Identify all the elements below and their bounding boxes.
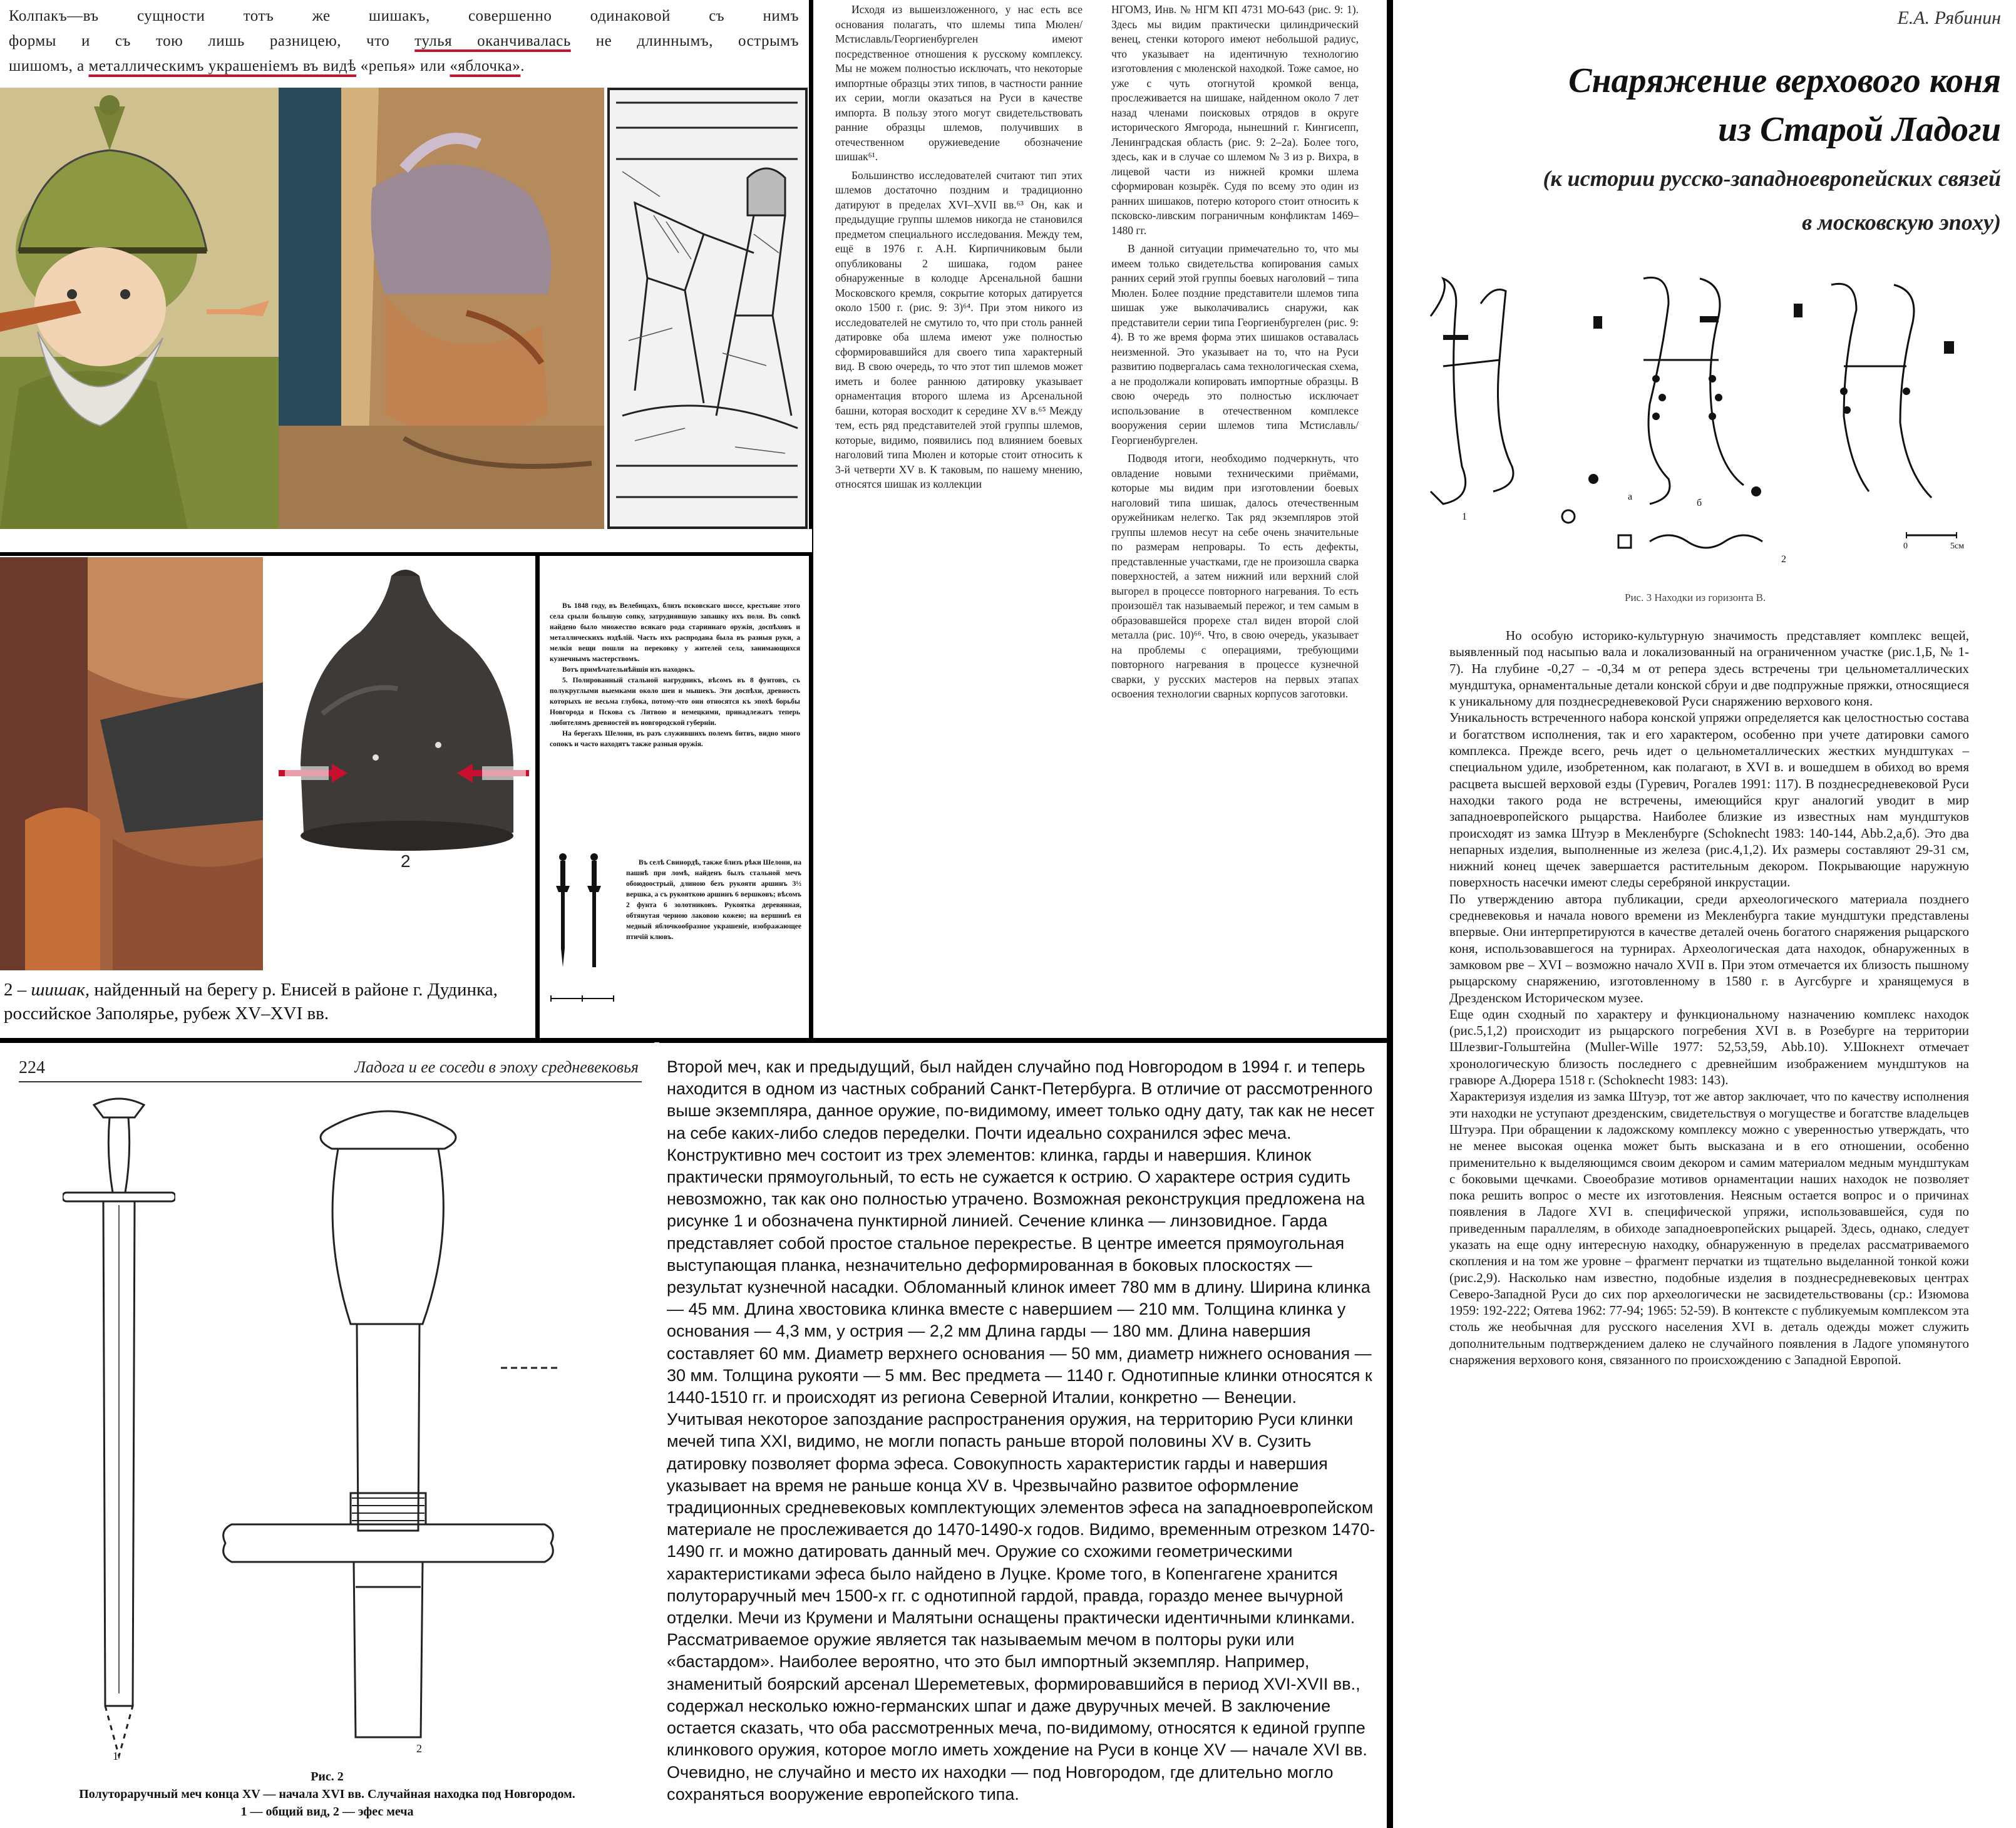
article-title-line-1: Снаряжение верхового коня — [1568, 61, 2001, 100]
velebitsy-para-4: На берегахъ Шелони, въ разъ служившихъ полемъ битвъ, видно много сопокъ и часто находятъ также разныя оружія. — [550, 730, 800, 748]
panel-sword-drawing — [0, 1042, 654, 1828]
divider-h-top-left-line — [0, 552, 812, 556]
article-subtitle-line-1: (к истории русско-западноевропейских связей — [1543, 166, 2001, 191]
bit-label-a-1: а — [1628, 491, 1633, 502]
kolpak-line-2b: не длиннымъ, острымъ — [570, 33, 799, 49]
panel-dudinka-shishak — [0, 557, 535, 1039]
velebitsy-para-2: Вотъ примѣчательнѣйшія изъ находокъ. — [562, 666, 695, 674]
panel-article-col-1 — [814, 0, 1099, 1036]
article-col-2-text — [1111, 3, 1359, 702]
sword-figure-caption-1: Полуторaручный меч конца XV — начала XVI вв. Случайная находка под Новгородом. — [79, 1787, 575, 1801]
sword-label-1: 1 — [113, 1750, 118, 1762]
scale-label-zero: 0 — [1903, 542, 1908, 551]
engraving-warriors-image — [607, 88, 808, 529]
svinord-para: Въ селѣ Свинордѣ, также близъ рѣки Шелони, на пашнѣ при ломѣ, найденъ былъ стальной мечъ обоюдоострый, длиною безъ рукояти аршинъ 3½ вершка, а съ рукояткою аршинъ 6 вершковъ; вѣсомъ 2 фунта 6 золотниковъ. Рукоятка деревянная, обтянутая черною лаковою кожею; на вершинѣ ея медный яблочкообразное украшеніе, изображающее птичій клювъ. — [626, 859, 801, 941]
shishak-helmet-photo — [266, 557, 535, 970]
bit-label-2: 2 — [1781, 554, 1786, 565]
running-head-rule — [19, 1081, 642, 1082]
bit-label-b-1: б — [1697, 498, 1702, 508]
second-sword-text: Второй меч, как и предыдущий, был найден случайно под Новгородом в 1994 г. и теперь находится в одном из частных собраний Санкт-Петербурга. В отличие от рассмотренного выше экземпляра, данное оружие, по-видимому, имеет только одну дату, так как не несет на себе каких-либо следов переделки. Почти идеально сохранился эфес меча. Конструктивно меч состоит из трех элементов: клинка, гарды и навершия. Клинок практически прямоугольный, то есть не сужается к острию. О характере острия судить невозможно, так как оно полностью утрачено. Возможная реконструкция предложена на рисунке 1 и обозначена пунктирной линией. Сечение клинка — линзовидное. Гарда представляет собой простое стальное перекрестье. В центре имеется прямоугольная выступающая планка, незначительно деформированная в боковых плоскостях — результат кузнечной насадки. Обломанный клинок имеет 780 мм в длину. Ширина клинка — 45 мм. Длина хвостовика клинка вместе с навершием — 210 мм. Толщина клинка у основания — 4,3 мм, у острия — 2,2 мм Длина гарды — 180 мм. Длина навершия составляет 60 мм. Диаметр верхнего основания — 50 мм, диаметр нижнего основания — 30 мм. Толщина рукояти — 5 мм. Вес предмета — 1140 г. Однотипные клинки относятся к 1440-1510 гг. и происходят из региона Северной Италии, конкретно — Венеции. Учитывая некоторое запоздание распространения оружия, на территорию Руси клинки мечей типа XXI, видимо, не могли попасть раньше второй половины XV в. Сузить датировку позволяет форма эфеса. Совокупность характеристик гарды и навершия указывает на время не раньше конца XV в. Чрезвычайно развитое оформление традиционных средневековых комплектующих элементов эфеса на западноевропейском материале не прослеживается до 1470-1490-х годов. Видимо, временным отрезком 1470-1490 гг. и можно датировать данный меч. Оружие со схожими геометрическими характеристиками эфеса было найдено в Луцке. Кроме того, в Копенгагене хранится полуторaручный меч 1500-х гг. с однотипной гардой, правда, гораздо менее вычурной отделки. Мечи из Крумени и Малятыни оснащены практически идентичными клинками. Рассматриваемое оружие является так называемым мечом в полторы руки или «бастардом». Наиболее вероятно, что это был импортный экземпляр. Например, знаменитый боярский арсенал Шереметевых, формировавшийся в период XVI-XVII вв., содержал несколько южно-германских шпаг и даже двуручных мечей. В заключение остается сказать, что оба рассмотренных меча, по-видимому, относятся к единой группе клинкового оружия, которое могло иметь хождение на Руси в конце XV — начале XVI вв. Очевидно, не случайно и место их находки — под Новгородом, где длительно могло сохраняться вооружение европейского типа. — [667, 1057, 1376, 1804]
divider-v-col — [809, 0, 813, 1039]
kolpak-line-3-underlined: металлическимъ украшеніемъ въ видѣ — [88, 58, 357, 74]
velebitsy-text-block — [550, 601, 800, 750]
shishak-figure-number: 2 — [401, 851, 411, 871]
caption-term: шишак, — [31, 980, 90, 1000]
divider-v-right — [1387, 0, 1393, 1828]
article-col-2-para-1: НГОМЗ, Инв. № НГМ КП 4731 МО-643 (рис. 9: 1). Здесь мы видим практически цилиндрический венец, стенки которого имеют небольшой радиус, что указывает на идентичную технологию изготовления с мюленской находкой. Тоже самое, но уже с чуть отогнутой кромкой венца, прослеживается на шишаке, найденном около 7 лет назад членами поисковых отрядов в округе исторического Ямгорода, нынешний г. Кингисепп, Ленинградская область (рис. 9: 2–2а). Более того, здесь, как и в случае со шлемом № 3 из р. Вихра, в лицевой части из нижней кромки шлема сформирован козырёк. Судя по всему это один из ранних шишаков, потерю которого стоит относить к псковско-ливским пограничным конфликтам 1469–1480 гг. — [1111, 3, 1359, 237]
kolpak-line-3c: . — [520, 58, 525, 74]
sword-hilt-drawing — [207, 1092, 570, 1750]
kolpak-line-3b: «репья» или — [356, 58, 450, 74]
sword-full-view-drawing — [63, 1092, 175, 1762]
velebitsy-para-1: Въ 1848 году, въ Велебицахъ, близъ псковскаго шоссе, крестьяне этого села срыли большую сопку, затруднявшую запашку ихъ поля. Въ сопкѣ найдено было множество всякаго рода стариннаго оружія, доспѣховъ и металлическихъ издѣлій. Часть ихъ распродана была въ разныя руки, а мелкія вещи пошли на перековку у жителей села, занимающихся кузнечнымъ мастерствомъ. — [550, 602, 800, 663]
kolpak-line-3a: шишомъ, а — [9, 58, 89, 74]
article-author: Е.А. Рябинин — [1897, 8, 2001, 28]
caption-rest: найденный на берегу р. Енисей в районе г. Дудинка, российское Заполярье, рубеж XV–XVI вв. — [4, 980, 498, 1024]
article-col-2-para-2: В данной ситуации примечательно то, что мы имеем только свидетельства копирования самых ранних серий этой группы боевых наголовий – типа Мюлен. Более поздние представители шлемов типа шишак уже выколачивались снаружи, как представители серии типа Георгиенбургелен (рис. 9: 4). В то же время форма этих шишаков оставалась неизменной. Это указывает на то, что на Руси развитию подвергалась сама технологическая схема, а не продолжали копировать импортные образцы. В свою очередь это полностью исключает использование в отечественном комплексе вооружения серии шлемов типа Мстиславль/Георгиенбургелен. — [1111, 242, 1359, 446]
kolpak-line-1: Колпакъ—въ сущности тотъ же шишакъ, совершенно одинаковой съ нимъ — [9, 8, 799, 24]
svinord-text-block — [626, 858, 801, 943]
painting-helmeted-figure-image — [279, 88, 604, 529]
scale-label-five: 5см — [1950, 542, 1965, 551]
kolpak-line-2a: формы и съ тою лишь разницею, что — [9, 33, 415, 49]
ryabinin-body-text: Но особую историко-культурную значимость представляет комплекс вещей, выявленный под насыпью вала и локализованный на ограниченном участке (рис.1,Б, № 1-7). На глубине -0,27 – -0,34 м от репера здесь встречены три цельнометаллических мундштука, орнаментальные детали конской сбруи и две подпружные пряжки, относящиеся к уникальному для позднесредневековой Руси снаряжению верхового коня. Уникальность встреченного набора конской упряжи определяется как целостностью состава и богатством исполнения, так и его характером, особенно при учете датировки самого комплекса. Прежде всего, речь идет о цельнометаллических жестких мундштуках – специальном удиле, изобретенном, как полагают, в XVI в. и вошедшем в обиход во время расцвета высшей верховой езды (Гуревич, Рогалев 1991: 117). В позднесредневековой Руси находки такого рода не встречены, имеющийся круг аналогий уводит в мир западноевропейского рыцарства. Наиболее близкие из известных нам мундштуков происходят из замка Штуэр в Мекленбурге (Schoknecht 1983: 140-144, Abb.2,а,б). Это два непарных изделия, выполненные из железа (рис.4,1,2). Их размеры составляют 29-31 см, нижний конец щечек завершается растительным декором. Покрывающие наружную поверхность насечки имеют следы серебряной инкрустации. По утверждению автора публикации, среди археологического материала позднего средневековья и начала нового времени из Мекленбурга такие мундштуки представлены впервые. Они интерпретируются в качестве деталей очень богатого снаряжения рыцарского коня, использовавшегося на турнирах. Археологическая дата находок, обнаруженных в замковом рве – XVI – возможно начало XVII в. При этом отмечается их близость пышному рыцарскому снаряжению, изготовленному в 1580 г. в Аугсбурге и хранящемуся в Дрезденском Историческом музее. Еще один сходный по характеру и функциональному назначению комплекс находок (рис.5,1,2) происходит из рыцарского погребения XVI в. в Розебурге на территории Шлезвиг-Гольштейна (Muller-Wille 1977: 52,53,59, Abb.10). У.Шокнехт отмечает хронологическую близость последнего с древнейшим изображением мундштуков на гравюре А.Дюрера 1518 г. (Schoknecht 1983: 143). Характеризуя изделия из замка Штуэр, тот же автор заключает, что по качеству исполнения эти находки не уступают дрезденским, свидетельствуя о могуществе и богатстве владельцев Штуэра. При обращении к ладожскому комплексу можно с уверенностью утверждать, что не менее высокая оценка может быть высказана и в его отношении, особенно применительно к выделяющимся своим декором и самим материалом медным мундштукам с боковыми щечками. Своеобразие мотивов орнаментации наших находок не позволяет пока решить вопрос о месте их изготовления. Неясным остается вопрос и о причинах появления в Ладоге XVI в. специфической упряжи, использовавшейся, судя по приведенным параллелям, в обиходе западноевропейских рыцарей. Здесь, однако, следует указать на еще одну интересную находку, обнаруженную в пределах рассматриваемого скопления и на том же уровне – фрагмент перчатки из тщательно выделанной тонкой кожи (рис.2,9). Насколько нам известно, подобные изделия в позднесредневековых центрах Северо-Западной Руси до сих пор археологически не засвидетельствованы (ср.: Изюмова 1959: 192-222; Оятева 1962: 77-94; 1965: 52-59). В контексте с публикуемым комплексом эта столь же необычная для русского населения XVI в. деталь одежды может служить дополнительным подтверждением далеко не случайного появления в Ладоге упомянутого снаряжения верхового коня, связанного по происхождению с Западной Европой. — [1449, 628, 1969, 1368]
panel-second-sword-text — [661, 1042, 1390, 1828]
panel-velebitsy-text — [538, 557, 808, 1039]
article-title — [1568, 56, 2001, 154]
bit-label-1: 1 — [1462, 511, 1467, 522]
sword-figure-title: Рис. 2 — [311, 1770, 344, 1784]
sword-label-2: 2 — [416, 1742, 422, 1755]
article-subtitle-line-2: в московскую эпоху) — [1802, 210, 2001, 235]
article-subtitle — [1543, 157, 2001, 244]
sword-figure-caption-2: 1 — общий вид, 2 — эфес меча — [240, 1805, 414, 1819]
panel-ryabinin-article — [1393, 0, 2016, 1828]
velebitsy-para-3: 5. Полированный стальной нагрудникъ, вѣсомъ въ 8 фунтовъ, съ полукруглыми выемками около шеи и мышекъ. Эти доспѣхи, древность которыхъ не весьма глубока, потому-что они относятся къ эпохѣ борьбы Новгорода и Пскова съ Литвою и немецкими, принадлежатъ теперь любителямъ древностей въ новгородской губерніи. — [550, 677, 800, 727]
book-page-number: 224 — [19, 1058, 45, 1077]
dudinka-caption — [4, 978, 530, 1025]
painting-detail-image — [0, 557, 263, 970]
divider-h-top-left — [0, 529, 812, 554]
miniature-bearded-warrior-image — [0, 88, 279, 529]
sword-sketch-small — [545, 848, 623, 1017]
divider-v-left — [535, 554, 540, 1039]
kolpak-text — [9, 4, 799, 79]
bit-finds-caption: Рис. 3 Находки из горизонта В. — [1625, 592, 1766, 603]
caption-number: 2 – — [4, 980, 31, 1000]
article-col-1-text — [835, 3, 1083, 492]
article-title-line-2: из Старой Ладоги — [1718, 110, 2001, 149]
panel-article-col-2 — [1099, 0, 1387, 1036]
article-col-2-para-3: Подводя итоги, необходимо подчеркнуть, что овладение новыми техническими приёмами, которые мы видим при изготовлении боевых наголовий типа шишак, далось отечественным оружейникам нелегко. Так ряд экземпляров этой группы шлемов несут на себе очень значительные по размерам непровары. То есть дефекты, представленные участками, где не произошла сварка поверхностей, а затем нижний или верхний слой выгорел в процессе повторного нагревания. То есть произошёл так называемый пережог, и тем самым в образовавшейся прорехе стал виден второй слой металла (рис. 10)⁶⁶. Что, в свою очередь, указывает на проблемы с операциями, требующими повторного нагревания в процессе кузнечной сварки, у русских мастеров на первых этапах освоения технологии сварных корпусов заготовки. — [1111, 452, 1359, 700]
article-col-1-para-1: Исходя из вышеизложенного, у нас есть все основания полагать, что шлемы типа Мюлен/Мстиславль/Георгиенбургелен имеют посредственное отношения к русскому комплексу. Мы не можем полностью исключать, что некоторые импортные образцы этих типов, в частности ранние их серии, могли оказаться на Руси в качестве импорта. В пользу этого могут свидетельствовать ранние образцы шлемов, получивших в отечественном оружиеведение обозначение шишак⁶¹. — [835, 3, 1083, 163]
divider-v-bottom — [654, 1042, 659, 1828]
panel-kolpak — [0, 0, 808, 529]
kolpak-line-3-underlined-2: «яблочка» — [450, 58, 521, 74]
kolpak-line-2-underlined: тулья оканчивалась — [414, 33, 571, 49]
kolpak-line-2 — [9, 29, 799, 54]
divider-h-middle — [0, 1038, 1390, 1043]
article-col-1-para-2: Большинство исследователей считают тип этих шлемов достаточно поздним и традиционно датируют в пределах XVI–XVII вв.⁶³ Он, как и предыдущие группы шлемов никогда не становился предметом специального исследования. Между тем, ещё в 1976 г. А.Н. Кирпичниковым были опубликованы 2 шишака, годом ранее обнаруженные в колодце Арсенальной башни Московского кремля, сокрытие которых датируется около 1500 г. (рис. 9: 3)⁶⁴. При этом никого из исследователей не смутило то, что при столь ранней датировке оба шлема имеют уже полностью сформировавшийся для своего типа характерный вид. В свою очередь, то что этот тип шлемов может иметь и более раннюю датировку указывает орнаментация второго шлема из Арсенальной башни, которая восходит к середине XV в.⁶⁵ Между тем, есть ряд представителей этой группы шлемов, которые, видимо, появились под влиянием боевых наголовий типа Мюлен и которые стоит относить к 3-й четверти XV в. К таковым, по нашему мнению, относятся шишак из коллекции — [835, 168, 1083, 490]
book-running-head: Ладога и ее соседи в эпоху средневековья — [354, 1058, 639, 1076]
kolpak-line-3 — [9, 54, 799, 79]
bit-finds-drawing — [1406, 266, 2007, 573]
